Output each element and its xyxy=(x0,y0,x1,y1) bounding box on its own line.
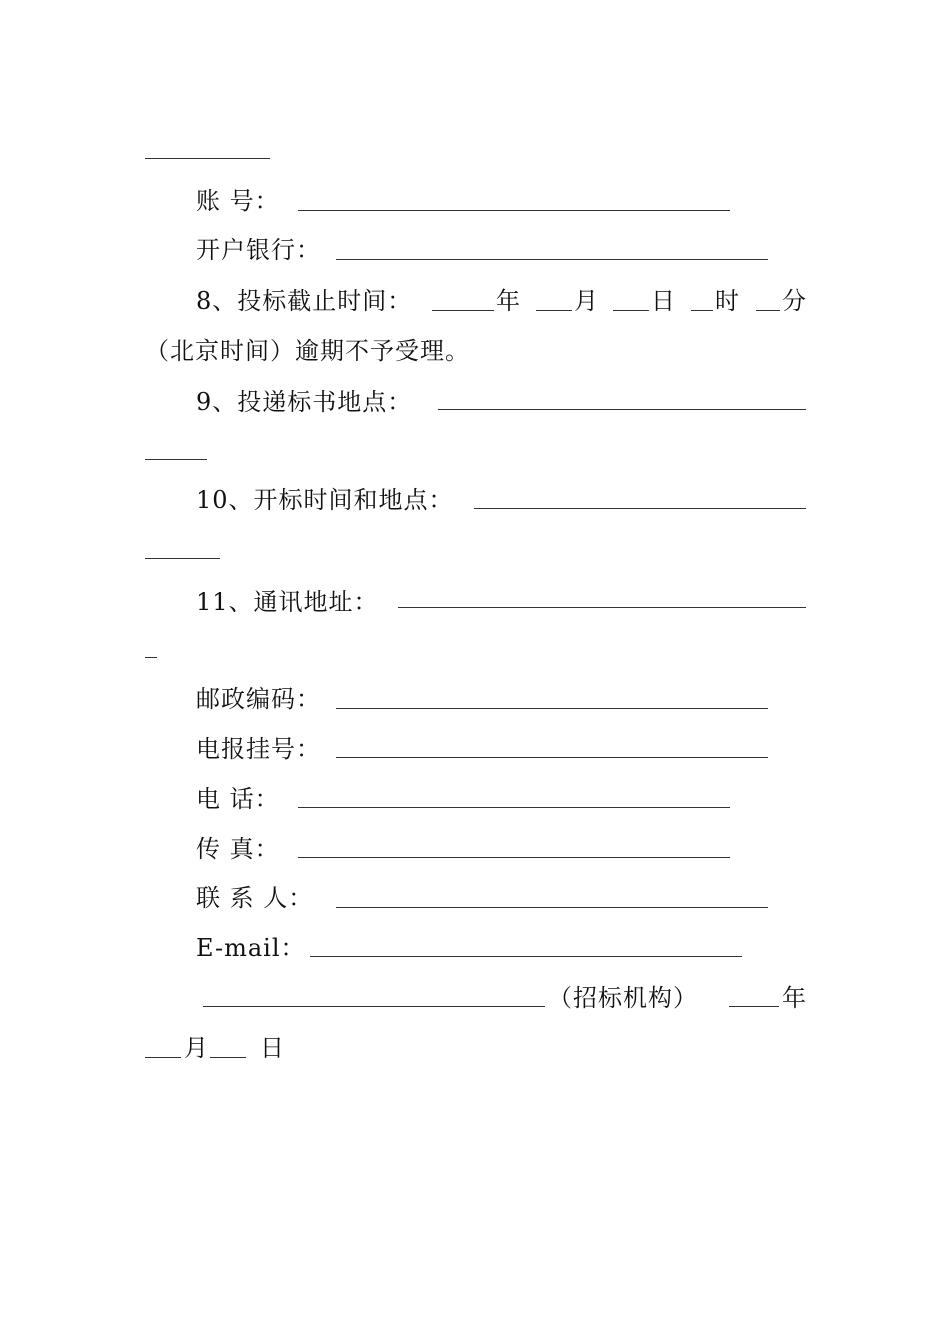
deadline-label: 8、投标截止时间： xyxy=(196,287,413,315)
blank-line-continuation[interactable] xyxy=(145,158,270,159)
phone-label: 电 话： xyxy=(196,785,280,813)
deadline-minute-blank[interactable] xyxy=(756,310,780,311)
deadline-note: （北京时间）逾期不予受理。 xyxy=(145,337,470,365)
deadline-minute-unit: 分 xyxy=(782,287,807,315)
contact-label: 联 系 人： xyxy=(196,884,314,912)
agency-blank[interactable] xyxy=(203,1006,545,1007)
telegraph-blank[interactable] xyxy=(336,757,768,758)
contact-blank[interactable] xyxy=(336,907,768,908)
address-label: 11、通讯地址： xyxy=(196,588,379,616)
signature-year-blank[interactable] xyxy=(729,1006,779,1007)
bank-blank[interactable] xyxy=(336,259,768,260)
deadline-day-unit: 日 xyxy=(651,287,676,315)
deadline-year-blank[interactable] xyxy=(432,310,494,311)
agency-label: （招标机构） xyxy=(548,984,698,1012)
delivery-blank-continued[interactable] xyxy=(145,459,207,460)
deadline-day-blank[interactable] xyxy=(613,310,649,311)
signature-year-unit: 年 xyxy=(782,984,807,1012)
opening-blank-continued[interactable] xyxy=(145,558,220,559)
email-blank[interactable] xyxy=(310,956,742,957)
bank-label: 开户银行： xyxy=(196,236,321,264)
account-blank[interactable] xyxy=(298,210,730,211)
deadline-month-blank[interactable] xyxy=(536,310,572,311)
account-label: 账 号： xyxy=(196,187,280,215)
fax-blank[interactable] xyxy=(298,857,730,858)
delivery-label: 9、投递标书地点： xyxy=(196,388,413,416)
opening-blank[interactable] xyxy=(474,508,806,509)
delivery-blank[interactable] xyxy=(438,409,806,410)
email-label: E-mail： xyxy=(196,934,306,962)
telegraph-label: 电报挂号： xyxy=(196,735,321,763)
postcode-blank[interactable] xyxy=(336,708,768,709)
address-blank[interactable] xyxy=(398,607,806,608)
signature-day-blank[interactable] xyxy=(210,1057,246,1058)
address-blank-continued[interactable] xyxy=(145,657,157,658)
postcode-label: 邮政编码： xyxy=(196,685,321,713)
fax-label: 传 真： xyxy=(196,835,280,863)
deadline-hour-blank[interactable] xyxy=(691,310,713,311)
opening-label: 10、开标时间和地点： xyxy=(196,486,454,514)
signature-month-unit: 月 xyxy=(184,1034,209,1062)
deadline-month-unit: 月 xyxy=(574,287,599,315)
signature-month-blank[interactable] xyxy=(145,1057,181,1058)
deadline-hour-unit: 时 xyxy=(715,287,740,315)
signature-day-unit: 日 xyxy=(260,1034,285,1062)
phone-blank[interactable] xyxy=(298,807,730,808)
deadline-year-unit: 年 xyxy=(496,287,521,315)
